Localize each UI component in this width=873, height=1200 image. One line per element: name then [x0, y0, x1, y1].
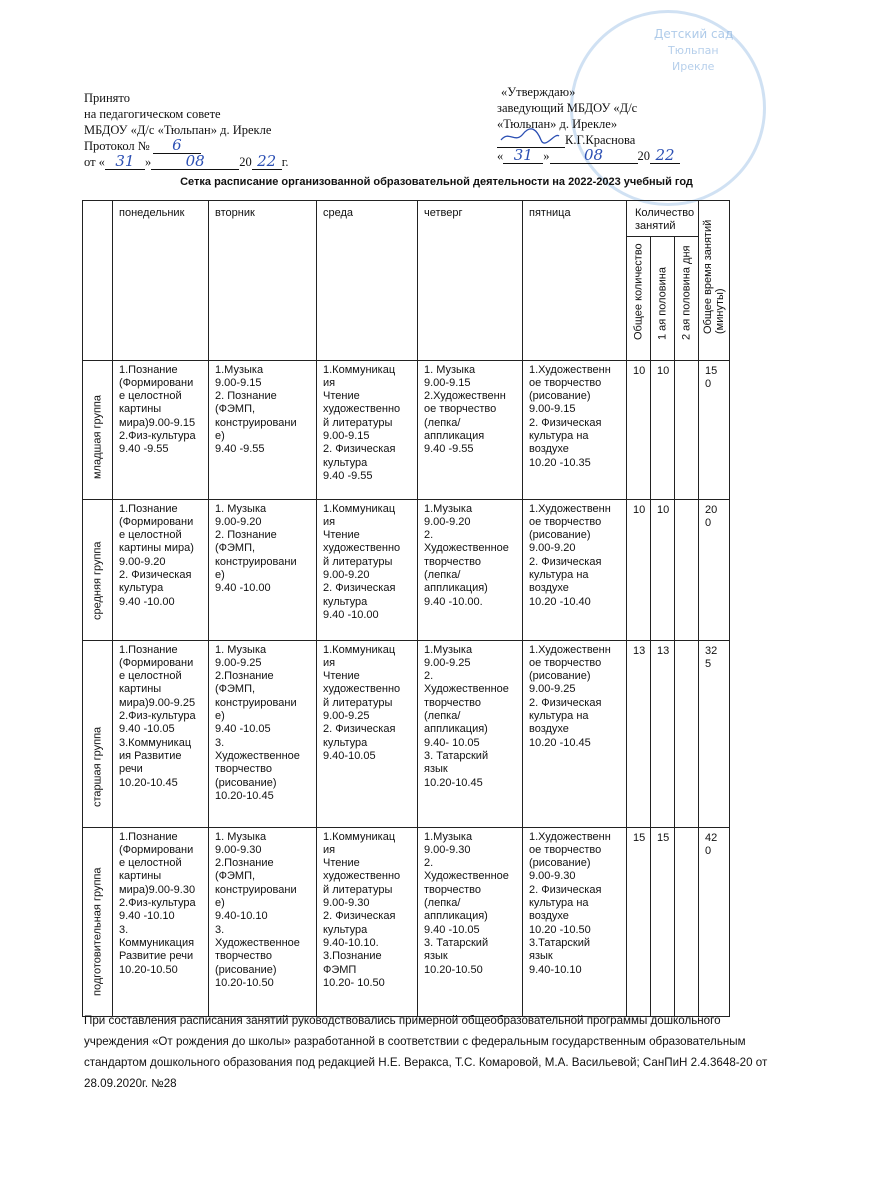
lesson-line: 9.40- 10.05 — [424, 736, 480, 749]
lesson-line: е) — [215, 710, 225, 723]
lesson-line: художественно — [323, 870, 401, 883]
total-count-header — [627, 236, 651, 360]
lesson-line: ое творчество — [529, 843, 602, 856]
lesson-line: творчество — [424, 883, 481, 896]
lesson-line: аппликация) — [424, 723, 488, 736]
lesson-cell — [209, 499, 317, 640]
lesson-line: Художественное — [215, 936, 300, 949]
lesson-line: й литературы — [323, 883, 393, 896]
group-cell — [83, 827, 113, 1016]
lesson-cell — [209, 827, 317, 1016]
lesson-line: 9.00-9.30 — [323, 897, 370, 910]
lesson-line: 2.Физ-культура — [119, 710, 196, 723]
lesson-line: картины — [119, 870, 162, 883]
lesson-line: 3.Коммуникац — [119, 736, 192, 749]
lesson-line: 10.20-10.45 — [424, 776, 483, 789]
protocol-label: Протокол № — [84, 139, 150, 153]
lesson-line: 2. Физическая — [323, 443, 396, 456]
approval-label: «Утверждаю» — [501, 85, 576, 99]
lesson-cell — [317, 499, 418, 640]
group-label: средняя группа — [90, 541, 103, 621]
lesson-line: 3.Познание — [323, 950, 382, 963]
lesson-line: 10.20-10.50 — [215, 976, 274, 989]
lesson-line: 9.40 -9.55 — [424, 443, 474, 456]
lesson-line: 9.00-9.20 — [215, 515, 262, 528]
lesson-cell — [523, 827, 627, 1016]
lesson-line: е целостной — [119, 857, 182, 870]
lesson-line: 9.00-9.15 — [424, 376, 471, 389]
lesson-line: 2. Физическая — [323, 582, 396, 595]
lesson-line: е) — [215, 897, 225, 910]
lesson-line: 1. Музыка — [424, 363, 476, 376]
lesson-line: 3. Татарский — [424, 936, 489, 949]
lesson-line: воздухе — [529, 723, 569, 736]
lesson-line: Чтение — [323, 670, 360, 683]
lesson-cell — [317, 640, 418, 827]
day-header-thursday: четверг — [418, 201, 523, 361]
first-half-label: 1 ая половина — [655, 267, 668, 341]
schedule-table — [82, 200, 730, 1017]
day-header-wednesday: среда — [317, 201, 418, 361]
accepted-org: МБДОУ «Д/с «Тюльпан» д. Ирекле — [84, 123, 272, 137]
second-half-header — [675, 236, 699, 360]
lesson-line: ое творчество — [424, 403, 497, 416]
lesson-line: 3.Татарский — [529, 936, 591, 949]
stamp-text-2: Тюльпан — [668, 44, 719, 57]
lesson-line: 9.00-9.15 — [323, 430, 370, 443]
lesson-line: 9.00-9.25 — [215, 656, 262, 669]
first-half-value: 15 — [651, 827, 675, 1016]
lesson-cell — [113, 499, 209, 640]
lesson-line: 1.Художественн — [529, 363, 611, 376]
lesson-line: 1.Музыка — [424, 830, 473, 843]
lesson-line: культура на — [529, 430, 589, 443]
lesson-line: 9.00-9.20 — [119, 555, 166, 568]
lesson-cell — [209, 640, 317, 827]
lesson-line: творчество — [424, 555, 481, 568]
lesson-line: е целостной — [119, 390, 182, 403]
row-middle — [83, 499, 730, 640]
lesson-line: ия — [323, 656, 336, 669]
lesson-line: й литературы — [323, 696, 393, 709]
lesson-line: 9.40 -10.05 — [119, 723, 175, 736]
lesson-line: ия Развитие — [119, 749, 182, 762]
lesson-line: (рисование) — [529, 670, 591, 683]
lesson-line: Коммуникация — [119, 936, 195, 949]
lesson-cell — [523, 640, 627, 827]
lesson-line: (ФЭМП, — [215, 542, 256, 555]
lesson-line: 2. Познание — [215, 529, 277, 542]
lesson-line: 10.20-10.45 — [215, 789, 274, 802]
lesson-line: 9.00-9.20 — [529, 542, 576, 555]
signature-image — [497, 128, 563, 144]
day-header-friday: пятница — [523, 201, 627, 361]
footer-note: При составления расписания занятий руководствовались примерной общеобразовательной программы дошкольного учреждения «От рождения до школы» разработанной в соответствии с федеральным государственным образовательным стандартом дошкольного образования под редакцией Н.Е. Веракса, Т.С. Комаровой, М.А. Васильевой; СанПиН 2.4.3648-20 от 28.09.2020г. №28 — [84, 1014, 768, 1090]
lesson-line: творчество — [215, 763, 272, 776]
lesson-line: ое творчество — [529, 656, 602, 669]
lesson-line: 9.00-9.15 — [215, 376, 262, 389]
approval-block — [497, 84, 680, 164]
lesson-line: 9.00-9.20 — [424, 515, 471, 528]
lesson-line: 10.20-10.45 — [119, 776, 178, 789]
row-senior — [83, 640, 730, 827]
lesson-line: ФЭМП — [323, 963, 357, 976]
lesson-line: 10.20 -10.40 — [529, 595, 591, 608]
lesson-line: (рисование) — [529, 390, 591, 403]
accepted-day: 31 — [115, 152, 135, 170]
lesson-line: 1. Музыка — [215, 502, 267, 515]
lesson-line: картины мира) — [119, 542, 194, 555]
lesson-line: 2. Физическая — [119, 569, 192, 582]
total-minutes-value — [699, 640, 730, 827]
accepted-block — [84, 90, 289, 170]
lesson-line: (Формировани — [119, 376, 194, 389]
first-half-value: 10 — [651, 499, 675, 640]
lesson-line: 9.00-9.25 — [424, 656, 471, 669]
lesson-line: картины — [119, 403, 162, 416]
lesson-cell — [317, 360, 418, 499]
second-half-value — [675, 640, 699, 827]
lesson-cell — [523, 499, 627, 640]
lesson-line: е) — [215, 569, 225, 582]
total-count-label: Общее количество — [631, 243, 644, 341]
signer-name: К.Г.Краснова — [565, 133, 636, 147]
lesson-line: 10.20-10.50 — [424, 963, 483, 976]
lesson-cell — [523, 360, 627, 499]
lesson-line: 1.Познание — [119, 502, 178, 515]
group-label: старшая группа — [90, 727, 103, 808]
first-half-header — [651, 236, 675, 360]
lesson-line: воздухе — [529, 910, 569, 923]
lesson-line: ия — [323, 376, 336, 389]
row-preparatory — [83, 827, 730, 1016]
lesson-line: Чтение — [323, 390, 360, 403]
lesson-line: 2. Физическая — [323, 723, 396, 736]
lesson-line: 1.Музыка — [424, 502, 473, 515]
total-time-label: Общее время занятий (минуты) — [702, 219, 726, 334]
lesson-line: 2. — [424, 670, 434, 683]
lesson-line: (лепка/ — [424, 710, 461, 723]
lesson-cell — [418, 360, 523, 499]
accepted-month: 08 — [185, 152, 205, 170]
approval-year-prefix: 20 — [637, 149, 650, 163]
second-half-value — [675, 499, 699, 640]
lesson-line: 9.00-9.20 — [323, 569, 370, 582]
lesson-line: 2. — [424, 529, 434, 542]
lesson-line: 1.Художественн — [529, 643, 611, 656]
approval-month: 08 — [583, 146, 604, 164]
minutes-part-a: 42 — [705, 831, 718, 844]
lesson-line: Чтение — [323, 529, 360, 542]
lesson-line: 9.00-9.30 — [529, 870, 576, 883]
minutes-part-b: 0 — [705, 377, 712, 390]
lesson-line: мира)9.00-9.30 — [119, 883, 196, 896]
lesson-line: (Формировани — [119, 843, 194, 856]
group-cell — [83, 640, 113, 827]
lesson-line: культура на — [529, 897, 589, 910]
second-half-value — [675, 360, 699, 499]
lesson-line: 10.20- 10.50 — [323, 976, 385, 989]
lesson-line: мира)9.00-9.25 — [119, 696, 196, 709]
lesson-line: 1.Познание — [119, 643, 178, 656]
lesson-line: 1.Коммуникац — [323, 830, 396, 843]
lesson-line: конструировани — [215, 883, 297, 896]
lesson-line: (лепка/ — [424, 416, 461, 429]
lesson-line: мира)9.00-9.15 — [119, 416, 196, 429]
lesson-line: аппликация — [424, 430, 485, 443]
approval-date: « 31 » 08 20 22 — [497, 148, 680, 164]
lesson-line: воздухе — [529, 582, 569, 595]
lesson-line: (ФЭМП, — [215, 870, 256, 883]
lesson-line: е целостной — [119, 529, 182, 542]
lesson-line: 9.40 -10.00 — [323, 608, 379, 621]
lesson-line: е целостной — [119, 670, 182, 683]
total-minutes-value — [699, 499, 730, 640]
lesson-line: 9.00-9.25 — [323, 710, 370, 723]
lesson-line: Чтение — [323, 857, 360, 870]
lesson-line: 10.20-10.50 — [119, 963, 178, 976]
lesson-line: 3. — [119, 923, 129, 936]
accepted-council: на педагогическом совете — [84, 107, 221, 121]
total-count-value: 10 — [627, 360, 651, 499]
lesson-line: (Формировани — [119, 656, 194, 669]
minutes-part-b: 0 — [705, 844, 712, 857]
lesson-line: язык — [424, 763, 448, 776]
lesson-line: (лепка/ — [424, 897, 461, 910]
year-prefix: 20 — [239, 155, 252, 169]
minutes-part-a: 20 — [705, 503, 718, 516]
lesson-line: 2.Познание — [215, 670, 274, 683]
minutes-part-b: 0 — [705, 516, 712, 529]
second-half-label: 2 ая половина дня — [679, 245, 692, 341]
lesson-line: 2. Познание — [215, 390, 277, 403]
lesson-line: 1.Художественн — [529, 830, 611, 843]
stamp-text-1: Детский сад — [654, 27, 734, 41]
lesson-line: 3. Татарский — [424, 749, 489, 762]
lesson-line: 2. — [424, 857, 434, 870]
lesson-line: 10.20 -10.45 — [529, 736, 591, 749]
group-label: младшая группа — [90, 395, 103, 480]
lesson-line: речи — [119, 763, 143, 776]
lesson-line: художественно — [323, 683, 401, 696]
lesson-line: 9.40 -9.55 — [119, 443, 169, 456]
total-count-value: 10 — [627, 499, 651, 640]
protocol-number: 6 — [172, 136, 182, 154]
total-minutes-value — [699, 827, 730, 1016]
lesson-line: культура — [323, 736, 368, 749]
lesson-line: культура на — [529, 569, 589, 582]
lesson-line: 9.40 -10.00 — [119, 595, 175, 608]
lesson-line: Художественное — [424, 870, 509, 883]
lesson-line: (ФЭМП, — [215, 683, 256, 696]
lesson-cell — [418, 499, 523, 640]
lesson-line: (ФЭМП, — [215, 403, 256, 416]
lesson-cell — [317, 827, 418, 1016]
lesson-line: творчество — [424, 696, 481, 709]
approval-position: заведующий МБДОУ «Д/с — [497, 101, 638, 115]
lesson-line: 1. Музыка — [215, 830, 267, 843]
lesson-line: 3. — [215, 923, 225, 936]
lesson-cell — [418, 640, 523, 827]
lesson-line: (рисование) — [529, 857, 591, 870]
lesson-line: культура — [119, 582, 164, 595]
lesson-line: 9.40 -10.05 — [424, 923, 480, 936]
approval-year: 22 — [655, 146, 675, 164]
lesson-line: 9.40-10.10 — [529, 963, 582, 976]
lesson-line: 2. Физическая — [529, 416, 602, 429]
lesson-line: ое творчество — [529, 515, 602, 528]
lesson-line: культура — [323, 923, 368, 936]
stamp-text-3: Ирекле — [672, 60, 715, 73]
lesson-line: 1.Познание — [119, 830, 178, 843]
signature — [497, 132, 565, 148]
lesson-line: 1.Музыка — [215, 363, 264, 376]
lesson-line: 9.40 -10.00. — [424, 595, 483, 608]
lesson-line: художественно — [323, 542, 401, 555]
lesson-line: 2. Физическая — [323, 910, 396, 923]
lesson-line: й литературы — [323, 416, 393, 429]
row-junior — [83, 360, 730, 499]
lesson-line: 2. Физическая — [529, 883, 602, 896]
lesson-cell — [113, 827, 209, 1016]
accepted-year: 22 — [257, 152, 277, 170]
lesson-line: (рисование) — [215, 963, 277, 976]
lesson-line: 10.20 -10.50 — [529, 923, 591, 936]
lesson-line: конструировани — [215, 555, 297, 568]
lesson-line: 2. Физическая — [529, 696, 602, 709]
lesson-line: 9.00-9.25 — [529, 683, 576, 696]
lesson-line: культура — [323, 456, 368, 469]
first-half-value: 13 — [651, 640, 675, 827]
lesson-line: язык — [424, 950, 448, 963]
lesson-line: 3. — [215, 736, 225, 749]
lesson-line: конструировани — [215, 416, 297, 429]
lesson-line: 9.40 -10.05 — [215, 723, 271, 736]
minutes-part-b: 5 — [705, 657, 712, 670]
lesson-line: 1.Коммуникац — [323, 643, 396, 656]
group-cell — [83, 360, 113, 499]
total-count-value: 13 — [627, 640, 651, 827]
lesson-line: воздухе — [529, 443, 569, 456]
lesson-line: 1. Музыка — [215, 643, 267, 656]
lesson-line: 9.00-9.15 — [529, 403, 576, 416]
lesson-line: 2.Познание — [215, 857, 274, 870]
lesson-line: 2.Художественн — [424, 390, 506, 403]
group-label: подготовительная группа — [90, 867, 103, 997]
total-count-value: 15 — [627, 827, 651, 1016]
lesson-line: 9.40 -9.55 — [323, 469, 373, 482]
lesson-line: Развитие речи — [119, 950, 194, 963]
lesson-line: ое творчество — [529, 376, 602, 389]
minutes-part-a: 32 — [705, 644, 718, 657]
day-header-tuesday: вторник — [209, 201, 317, 361]
accepted-date: от « 31 » 08 20 22 г. — [84, 152, 289, 170]
day-header-monday: понедельник — [113, 201, 209, 361]
lesson-line: 1.Художественн — [529, 502, 611, 515]
group-header-cell — [83, 201, 113, 361]
lesson-line: творчество — [215, 950, 272, 963]
lesson-line: Художественное — [424, 683, 509, 696]
lesson-line: конструировани — [215, 696, 297, 709]
lesson-line: 2.Физ-культура — [119, 430, 196, 443]
lesson-line: культура на — [529, 710, 589, 723]
lesson-line: аппликация) — [424, 582, 488, 595]
lesson-line: ия — [323, 515, 336, 528]
lesson-line: й литературы — [323, 555, 393, 568]
accepted-label: Принято — [84, 91, 130, 105]
lesson-line: 9.40 -10.00 — [215, 582, 271, 595]
lesson-cell — [209, 360, 317, 499]
lesson-line: (Формировани — [119, 515, 194, 528]
lesson-line: (рисование) — [529, 529, 591, 542]
lesson-line: 2.Физ-культура — [119, 897, 196, 910]
lesson-line: 10.20 -10.35 — [529, 456, 591, 469]
lesson-cell — [418, 827, 523, 1016]
lesson-line: 9.00-9.30 — [215, 843, 262, 856]
lesson-line: Художественное — [215, 749, 300, 762]
lesson-line: культура — [323, 595, 368, 608]
first-half-value: 10 — [651, 360, 675, 499]
date-prefix: от « — [84, 155, 105, 169]
lesson-line: художественно — [323, 403, 401, 416]
lesson-line: 1.Музыка — [424, 643, 473, 656]
lesson-line: 1.Познание — [119, 363, 178, 376]
lesson-line: язык — [529, 950, 553, 963]
lesson-line: 9.00-9.30 — [424, 843, 471, 856]
lesson-cell — [113, 640, 209, 827]
approval-day: 31 — [513, 146, 533, 164]
lesson-line: Художественное — [424, 542, 509, 555]
lesson-line: аппликация) — [424, 910, 488, 923]
count-header: Количество занятий — [627, 201, 699, 237]
second-half-value — [675, 827, 699, 1016]
lesson-line: 9.40 -10.10 — [119, 910, 175, 923]
lesson-line: (лепка/ — [424, 569, 461, 582]
group-cell — [83, 499, 113, 640]
lesson-line: 9.40-10.10. — [323, 936, 379, 949]
lesson-cell — [113, 360, 209, 499]
lesson-line: картины — [119, 683, 162, 696]
lesson-line: 1.Коммуникац — [323, 363, 396, 376]
document-title: Сетка расписание организованной образовательной деятельности на 2022-2023 учебный год — [180, 176, 693, 188]
lesson-line: 2. Физическая — [529, 555, 602, 568]
header-row-1 — [83, 201, 730, 237]
minutes-part-a: 15 — [705, 364, 718, 377]
lesson-line: 9.40-10.10 — [215, 910, 268, 923]
approval-org: «Тюльпан» д. Ирекле» — [497, 117, 618, 131]
year-suffix: г. — [281, 155, 289, 169]
total-minutes-value — [699, 360, 730, 499]
lesson-line: е) — [215, 430, 225, 443]
lesson-line: 9.40 -9.55 — [215, 443, 265, 456]
lesson-line: 9.40-10.05 — [323, 749, 376, 762]
total-time-header — [699, 201, 730, 361]
lesson-line: (рисование) — [215, 776, 277, 789]
lesson-line: ия — [323, 843, 336, 856]
lesson-line: 1.Коммуникац — [323, 502, 396, 515]
